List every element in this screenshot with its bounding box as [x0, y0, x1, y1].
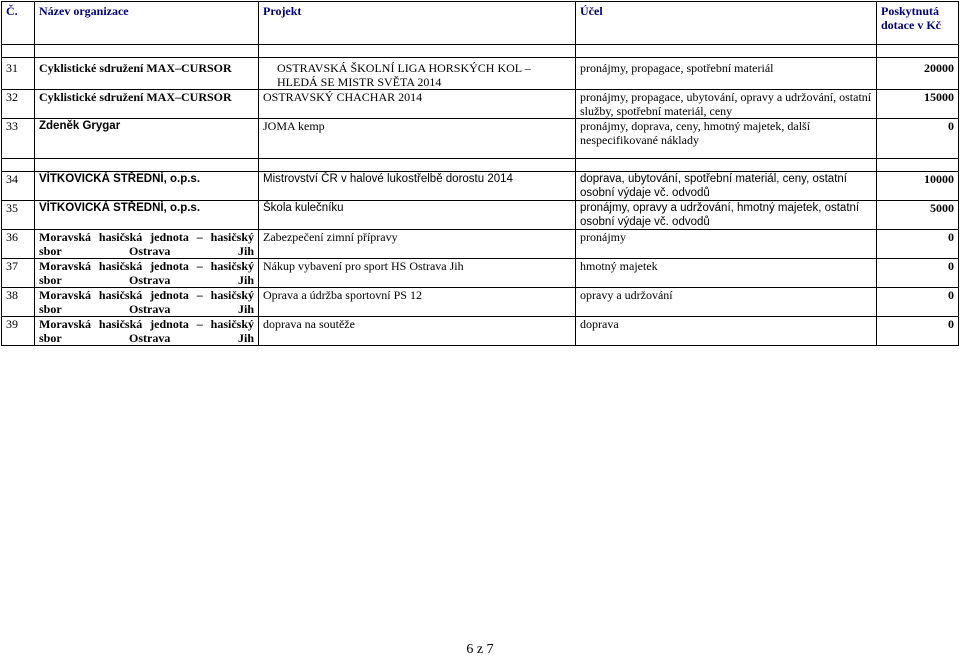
row-project: JOMA kemp: [259, 119, 576, 159]
row-purpose: doprava, ubytování, spotřební materiál, ceny, ostatní osobní výdaje vč. odvodů: [576, 172, 877, 201]
row-amount: 0: [877, 230, 959, 259]
row-num: 33: [2, 119, 35, 159]
grants-table: [1, 1, 959, 346]
row-num: 31: [2, 58, 35, 90]
row-num: 39: [2, 317, 35, 346]
row-org: Cyklistické sdružení MAX–CURSOR: [35, 58, 259, 90]
row-amount: 5000: [877, 201, 959, 230]
row-project: Zabezpečení zimní přípravy: [259, 230, 576, 259]
spacer-row: [2, 159, 959, 172]
header-amount: [877, 2, 959, 45]
table-row: [2, 259, 959, 288]
row-num: 35: [2, 201, 35, 230]
row-org: Moravská hasičská jednota – hasičský sbor Ostrava Jih: [35, 288, 259, 317]
row-amount: 0: [877, 119, 959, 159]
header-purpose: Účel: [576, 2, 877, 45]
header-num: Č.: [2, 2, 35, 45]
row-purpose: pronájmy, opravy a udržování, hmotný majetek, ostatní osobní výdaje vč. odvodů: [576, 201, 877, 230]
table-row: [2, 201, 959, 230]
row-purpose: pronájmy, doprava, ceny, hmotný majetek, další nespecifikované náklady: [576, 119, 877, 159]
row-project: OSTRAVSKÁ ŠKOLNÍ LIGA HORSKÝCH KOL – HLEDÁ SE MISTR SVĚTA 2014: [259, 58, 576, 90]
table-row: [2, 317, 959, 346]
row-purpose: hmotný majetek: [576, 259, 877, 288]
header-row: [2, 2, 959, 45]
row-num: 36: [2, 230, 35, 259]
row-amount: 10000: [877, 172, 959, 201]
table-row: [2, 90, 959, 119]
row-amount: 0: [877, 317, 959, 346]
row-org: Moravská hasičská jednota – hasičský sbor Ostrava Jih: [35, 230, 259, 259]
table-row: [2, 119, 959, 159]
header-amount-line2: dotace v Kč: [881, 18, 941, 32]
row-amount: 0: [877, 288, 959, 317]
row-org: Zdeněk Grygar: [35, 119, 259, 159]
row-num: 32: [2, 90, 35, 119]
row-purpose: pronájmy, propagace, ubytování, opravy a udržování, ostatní služby, spotřební materiál, ceny: [576, 90, 877, 119]
row-project: Nákup vybavení pro sport HS Ostrava Jih: [259, 259, 576, 288]
spacer-row: [2, 45, 959, 58]
row-project: OSTRAVSKÝ CHACHAR 2014: [259, 90, 576, 119]
header-amount-line1: Poskytnutá: [881, 4, 940, 18]
row-num: 38: [2, 288, 35, 317]
table-row: [2, 288, 959, 317]
table-row: [2, 58, 959, 90]
row-num: 37: [2, 259, 35, 288]
row-org: Cyklistické sdružení MAX–CURSOR: [35, 90, 259, 119]
row-org: VÍTKOVICKÁ STŘEDNÍ, o.p.s.: [35, 201, 259, 230]
row-amount: 20000: [877, 58, 959, 90]
row-org: VÍTKOVICKÁ STŘEDNÍ, o.p.s.: [35, 172, 259, 201]
row-num: 34: [2, 172, 35, 201]
row-purpose: doprava: [576, 317, 877, 346]
table-row: [2, 172, 959, 201]
header-project: Projekt: [259, 2, 576, 45]
row-purpose: opravy a udržování: [576, 288, 877, 317]
row-amount: 15000: [877, 90, 959, 119]
row-purpose: pronájmy: [576, 230, 877, 259]
row-project: Mistrovství ČR v halové lukostřelbě dorostu 2014: [259, 172, 576, 201]
row-purpose: pronájmy, propagace, spotřební materiál: [576, 58, 877, 90]
row-org: Moravská hasičská jednota – hasičský sbor Ostrava Jih: [35, 317, 259, 346]
row-amount: 0: [877, 259, 959, 288]
row-project: Škola kulečníku: [259, 201, 576, 230]
row-org: Moravská hasičská jednota – hasičský sbor Ostrava Jih: [35, 259, 259, 288]
header-org: Název organizace: [35, 2, 259, 45]
row-project: doprava na soutěže: [259, 317, 576, 346]
row-project: Oprava a údržba sportovní PS 12: [259, 288, 576, 317]
page-number: 6 z 7: [466, 642, 494, 657]
table-row: [2, 230, 959, 259]
